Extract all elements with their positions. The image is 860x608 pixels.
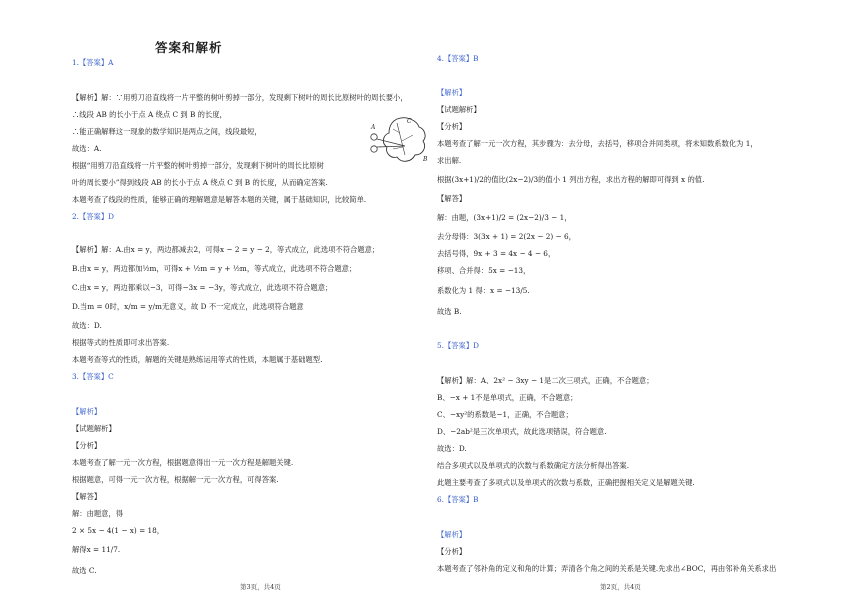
text-line: 移项、合并得：5x = −13，: [437, 266, 531, 275]
text-line: 【解析】解：A、2x² − 3xy − 1是二次三项式，正确，不合题意；: [437, 376, 654, 385]
analysis-label: 【解析】: [437, 530, 467, 539]
text-line: 本题考查等式的性质，解题的关键是熟练运用等式的性质，本题属于基础题型.: [72, 355, 323, 364]
text-line: 2 × 5x − 4(1 − x) = 18，: [72, 526, 165, 535]
leaf-scissors-figure: [369, 113, 431, 167]
text-line: 去分母得：3(3x + 1) = 2(2x − 2) − 6，: [437, 232, 576, 241]
text-line: 本题考查了解一元一次方程，根据题意得出一元一次方程是解题关键.: [72, 458, 294, 467]
text-line: C、−xy²的系数是−1，正确，不合题意；: [437, 410, 573, 419]
text-line: 叶的周长要小”得到线段 AB 的长小于点 A 绕点 C 到 B 的长度，从而确定答案.: [72, 178, 328, 187]
text-line: 故选 B.: [437, 307, 462, 316]
text-line: B.由x = y，两边都加½m，可得x + ½m = y + ½m，等式成立，此选项不符合题意；: [72, 264, 357, 273]
answer-2-heading: 2.【答案】D: [72, 212, 114, 221]
text-line: C.由x = y，两边都乘以−3，可得−3x = −3y，等式成立，此选项不符合题意；: [72, 283, 333, 292]
text-line: D、−2ab²是三次单项式，故此选项错误，符合题意.: [437, 427, 607, 436]
text-line: 根据(3x+1)/2的值比(2x−2)/3的值小 1 列出方程，求出方程的解即可得到 x 的值.: [437, 175, 705, 184]
text-line: 【分析】: [437, 122, 467, 131]
analysis-label: 【解析】: [72, 407, 102, 416]
text-line: 【解析】解：∵用剪刀沿直线将一片平整的树叶剪掉一部分，发现剩下树叶的周长比原树叶的周长要小，: [72, 93, 408, 102]
text-line: 本题考查了解一元一次方程，其步骤为：去分母，去括号，移项合并同类项，将未知数系数化为 1，: [437, 139, 758, 148]
text-line: 【试题解析】: [437, 105, 481, 114]
text-line: 【解答】: [437, 194, 467, 203]
text-line: 【试题解析】: [72, 424, 116, 433]
text-line: 【解析】解：A.由x = y，两边都减去2，可得x − 2 = y − 2，等式成立，此选项不符合题意；: [72, 245, 380, 254]
point-label-b: B: [423, 156, 428, 163]
right-page-footer: 第2页，共4页: [600, 583, 641, 591]
text-line: 根据等式的性质即可求出答案.: [72, 338, 170, 347]
analysis-label: 【解析】: [437, 88, 467, 97]
answer-3-heading: 3.【答案】C: [72, 372, 114, 381]
text-line: 根据“用剪刀沿直线将一片平整的树叶剪掉一部分，发现剩下树叶的周长比原树: [72, 161, 324, 170]
point-label-a: A: [371, 124, 376, 131]
text-line: 系数化为 1 得：x = −13/5.: [437, 286, 530, 295]
text-line: 故选：A.: [72, 144, 102, 153]
answer-1-heading: 1.【答案】A: [72, 58, 114, 67]
text-line: 解得x = 11/7.: [72, 545, 121, 554]
text-line: 故选：D.: [72, 321, 102, 330]
answer-4-heading: 4.【答案】B: [437, 54, 479, 63]
text-line: 本题考查了线段的性质，能够正确的理解题意是解答本题的关键，属于基础知识，比较简单.: [72, 195, 367, 204]
answer-6-heading: 6.【答案】B: [437, 495, 479, 504]
text-line: 结合多项式以及单项式的次数与系数确定方法分析得出答案.: [437, 461, 630, 470]
text-line: 根据题意，可得一元一次方程，根据解一元一次方程，可得答案.: [72, 475, 279, 484]
text-line: 本题考查了邻补角的定义和角的计算；弄清各个角之间的关系是关键.先求出∠BOC，再由邻补角关系求出: [437, 564, 777, 573]
text-line: 求出解.: [437, 156, 462, 165]
text-line: 去括号得，9x + 3 = 4x − 4 − 6，: [437, 249, 556, 258]
text-line: ∴线段 AB 的长小于点 A 绕点 C 到 B 的长度，: [72, 110, 227, 119]
point-label-c: C: [407, 118, 412, 125]
text-line: 【解答】: [72, 492, 102, 501]
text-line: 【分析】: [437, 547, 467, 556]
text-line: 解：由题意，得: [72, 509, 124, 518]
text-line: ∴能正确解释这一现象的数学知识是两点之间，线段最短，: [72, 127, 262, 136]
left-page-footer: 第3页，共4页: [240, 583, 281, 591]
text-line: 解：由题，(3x+1)/2 = (2x−2)/3 − 1，: [437, 213, 572, 222]
text-line: 此题主要考查了多项式以及单项式的次数与系数，正确把握相关定义是解题关键.: [437, 478, 695, 487]
text-line: 故选 C.: [72, 566, 97, 575]
text-line: B、−x + 1不是单项式，正确，不合题意；: [437, 393, 578, 402]
answer-5-heading: 5.【答案】D: [437, 341, 479, 350]
text-line: D.当m = 0时，x/m = y/m无意义，故 D 不一定成立，此选项符合题意: [72, 302, 304, 311]
page-title: 答案和解析: [155, 40, 223, 55]
text-line: 故选：D.: [437, 444, 467, 453]
text-line: 【分析】: [72, 441, 102, 450]
